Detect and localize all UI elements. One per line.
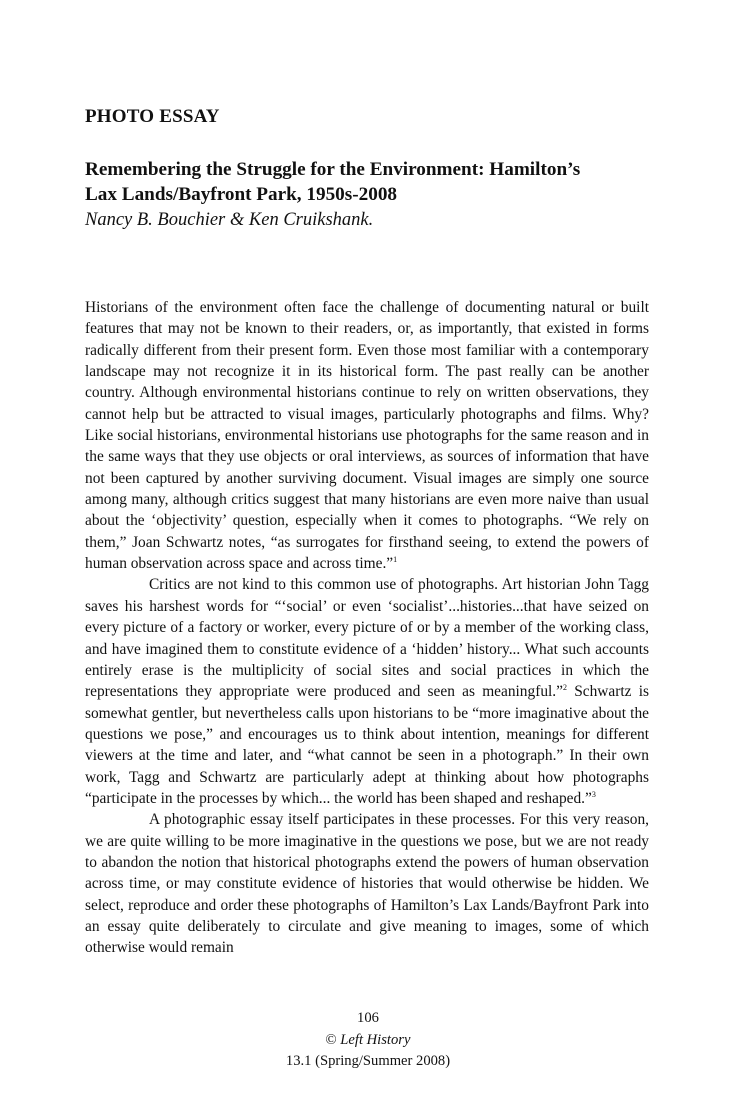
copyright-line <box>0 1030 736 1052</box>
paragraph-text-continued: Schwartz is somewhat gentler, but nevertheless calls upon historians to be “more imaginative about the questions we pose,” and encourages us to think about intention, meanings for different viewers at the time and later, and “what cannot be seen in a photograph.” In their own work, Tagg and Schwartz are particularly adept at thinking about how photographs “participate in the processes by which... the world has been shaped and reshaped.” <box>85 683 649 807</box>
article-title-line-2: Lax Lands/Bayfront Park, 1950s-2008 <box>85 184 398 205</box>
body-paragraph-3 <box>85 809 649 958</box>
issue-info: 13.1 (Spring/Summer 2008) <box>285 1053 451 1069</box>
page-footer <box>0 1008 736 1073</box>
article-body <box>85 297 649 959</box>
article-authors: Nancy B. Bouchier & Ken Cruikshank. <box>85 210 374 230</box>
article-title-line-1: Remembering the Struggle for the Environment: Hamilton’s <box>85 159 581 180</box>
body-paragraph-2 <box>85 574 649 809</box>
journal-name: Left History <box>340 1031 411 1048</box>
footnote-marker-2[interactable]: 2 <box>562 683 567 693</box>
section-label: PHOTO ESSAY <box>85 106 220 127</box>
copyright-symbol: © <box>325 1031 337 1048</box>
paragraph-text: Historians of the environment often face the challenge of documenting natural or built features that may not be known to their readers, or, as importantly, that existed in forms radically different from their present form. Even those most familiar with a contemporary landscape may not recognize it in its historical form. The past really can be another country. Although environmental historians continue to rely on written observations, they cannot help but be attracted to visual images, particularly photographs and films. Why? Like social historians, environmental historians use photographs for the same reason and in the same ways that they use objects or oral interviews, as sources of information that have not been captured by another surviving document. Visual images are simply one source among many, although critics suggest that many historians are even more naive than usual about the ‘objectivity’ question, especially when it comes to photographs. “We rely on them,” Joan Schwartz notes, “as surrogates for firsthand seeing, to extend the powers of human observation across space and across time.” <box>85 299 649 573</box>
footnote-marker-3[interactable]: 3 <box>591 789 596 799</box>
article-title <box>85 157 655 207</box>
paragraph-text: A photographic essay itself participates in these processes. For this very reason, we are quite willing to be more imaginative in the questions we pose, but we are not ready to abandon the notion that historical photographs extend the powers of human observation across time, or may constitute evidence of histories that would otherwise be hidden. We select, reproduce and order these photographs of Hamilton’s Lax Lands/Bayfront Park into an essay quite deliberately to circulate and give meaning to images, some of which otherwise would remain <box>85 811 649 957</box>
paragraph-text: Critics are not kind to this common use of photographs. Art historian John Tagg saves his harshest words for “‘social’ or even ‘socialist’...histories...that have seized on every picture of a factory or worker, every picture of or by a member of the working class, and have imagined them to constitute evidence of a ‘hidden’ history... What such accounts entirely erase is the multiplicity of social sites and social practices in which the representations they appropriate were produced and seen as meaningful.” <box>85 576 649 701</box>
body-paragraph-1 <box>85 297 649 574</box>
page-number: 106 <box>357 1010 379 1026</box>
footnote-marker-1[interactable]: 1 <box>393 555 398 565</box>
